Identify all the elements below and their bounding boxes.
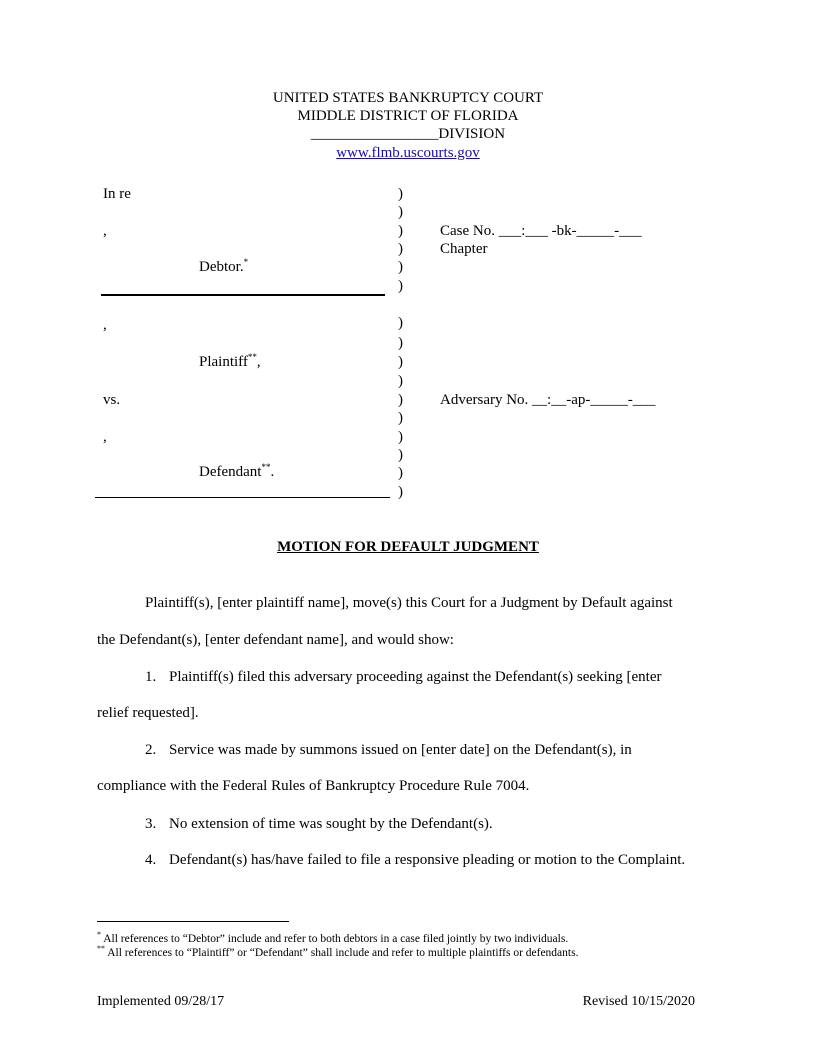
item-2-line2: compliance with the Federal Rules of Bankruptcy Procedure Rule 7004. [97,778,530,794]
item-4-number: 4. [145,852,157,868]
item-3-number: 3. [145,816,157,832]
caption-paren: ) [398,484,403,500]
debtor-section-rule [101,294,385,296]
footnote-separator [97,921,289,922]
plaintiff-name-comma: , [103,317,107,333]
defendant-name-comma: , [103,429,107,445]
debtor-name-comma: , [103,223,107,239]
division-label: DIVISION [438,126,506,142]
footnote-1-text: All references to “Debtor” include and refer to both debtors in a case filed jointly by two individuals. [101,933,569,945]
caption-paren: ) [398,204,403,220]
intro-paragraph-line2: the Defendant(s), [enter defendant name], and would show: [97,632,454,648]
item-4-line1: Defendant(s) has/have failed to file a responsive pleading or motion to the Complaint. [169,852,686,868]
footnote-1 [97,932,568,946]
defendant-label: Defendant**. [199,462,275,480]
district-name: MIDDLE DISTRICT OF FLORIDA [297,108,519,124]
item-2-number: 2. [145,742,157,758]
versus-label: vs. [103,392,121,408]
implemented-date: Implemented 09/28/17 [97,994,225,1009]
motion-title: MOTION FOR DEFAULT JUDGMENT [277,539,539,555]
defendant-section-rule [95,497,390,498]
defendant-footnote-mark: ** [261,462,271,472]
caption-paren: ) [398,410,403,426]
footnote-2 [97,946,578,960]
footnote-2-text: All references to “Plaintiff” or “Defendant” shall include and refer to multiple plaintiffs or defendants. [105,947,579,959]
footnote-1-mark: * [97,930,101,940]
item-3-line1: No extension of time was sought by the Defendant(s). [169,816,493,832]
caption-paren: ) [398,429,403,445]
caption-paren: ) [398,335,403,351]
case-number: Case No. ___:___ -bk-_____-___ [440,223,642,239]
court-name: UNITED STATES BANKRUPTCY COURT [272,90,544,106]
item-1-line2: relief requested]. [97,705,199,721]
caption-paren: ) [398,241,403,257]
caption-paren: ) [398,354,403,370]
item-1-number: 1. [145,669,157,685]
website-row [0,144,816,162]
footnote-2-mark: ** [97,944,105,954]
plaintiff-label: Plaintiff**, [199,352,261,370]
in-re-label: In re [103,186,131,202]
plaintiff-footnote-mark: ** [247,352,257,362]
caption-paren: ) [398,259,403,275]
debtor-label: Debtor.* [199,257,249,275]
revised-date: Revised 10/15/2020 [582,994,695,1009]
caption-paren: ) [398,186,403,202]
division-line [0,125,816,143]
caption-paren: ) [398,315,403,331]
caption-paren: ) [398,223,403,239]
chapter-label: Chapter [440,241,488,257]
division-blank: _________________ [310,126,439,142]
item-1-line1: Plaintiff(s) filed this adversary proceeding against the Defendant(s) seeking [enter [169,669,662,685]
website-link[interactable]: www.flmb.uscourts.gov [336,145,480,161]
intro-paragraph-line1: Plaintiff(s), [enter plaintiff name], move(s) this Court for a Judgment by Default against [145,595,673,611]
caption-paren: ) [398,373,403,389]
debtor-footnote-mark: * [243,257,249,267]
caption-paren: ) [398,465,403,481]
item-2-line1: Service was made by summons issued on [enter date] on the Defendant(s), in [169,742,632,758]
caption-paren: ) [398,392,403,408]
caption-paren: ) [398,447,403,463]
caption-paren: ) [398,278,403,294]
adversary-number: Adversary No. __:__-ap-_____-___ [440,392,656,408]
